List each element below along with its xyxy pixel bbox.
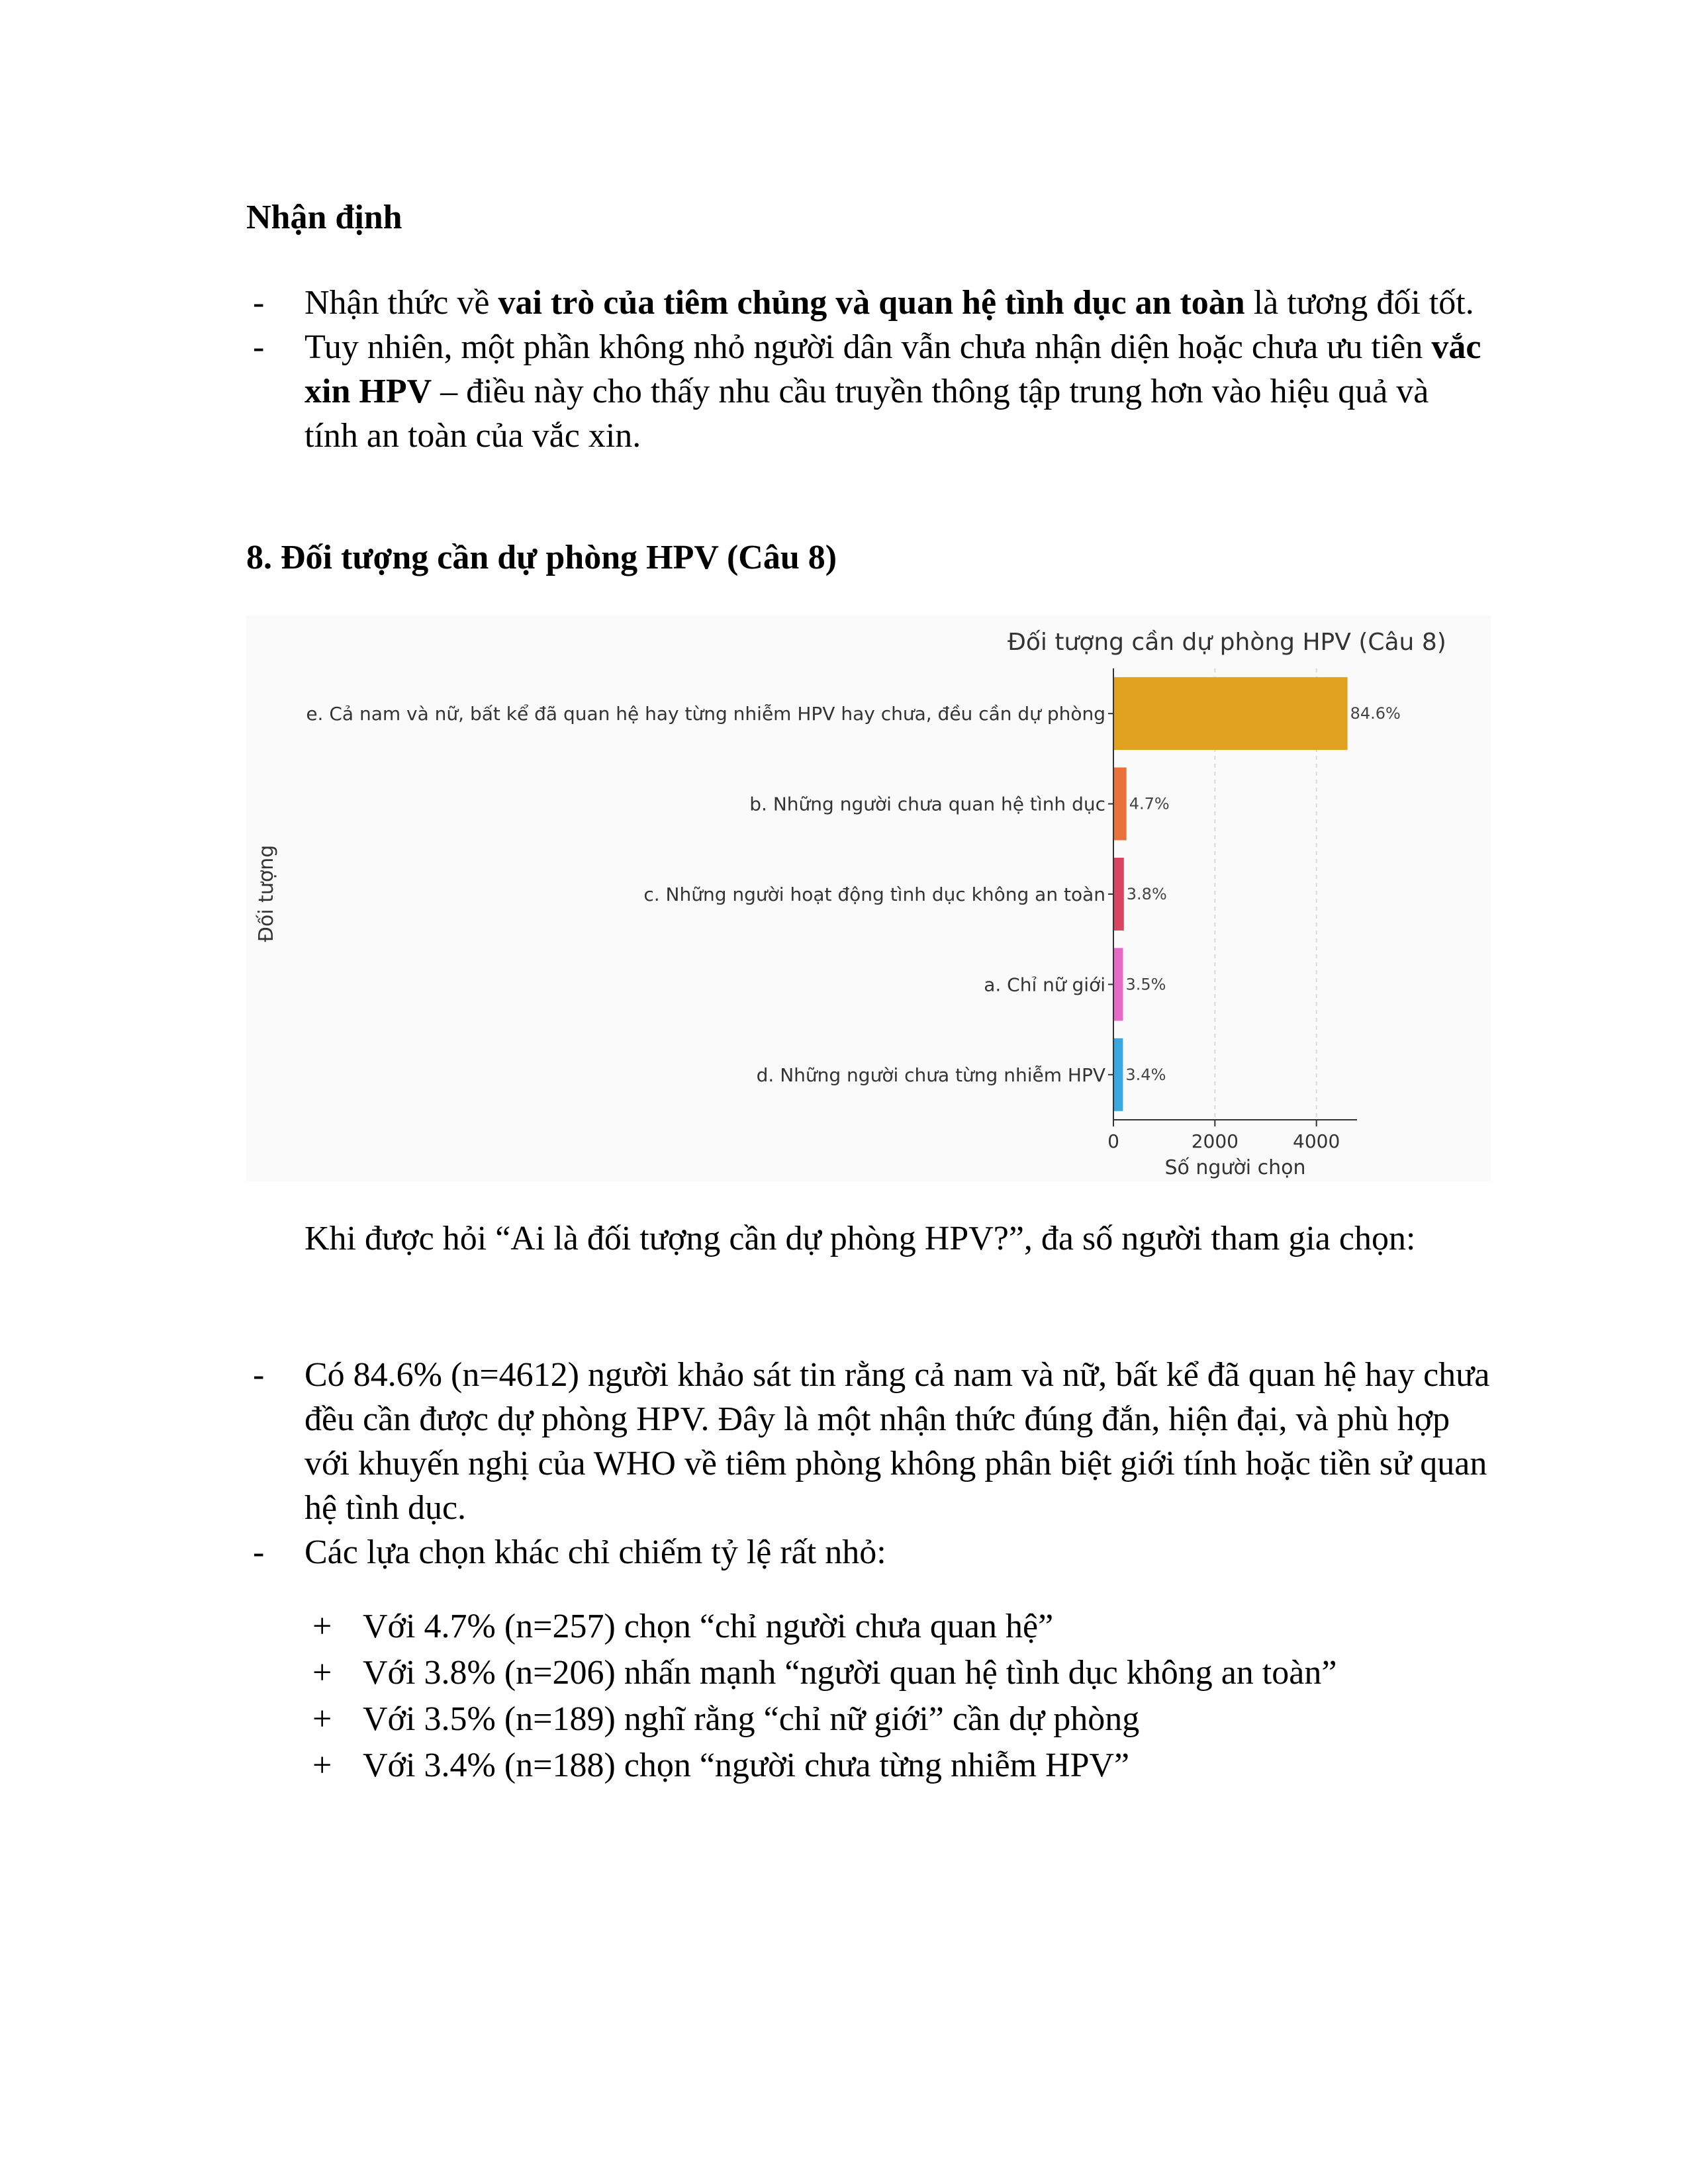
bar	[1113, 858, 1124, 931]
category-label: e. Cả nam và nữ, bất kể đã quan hệ hay từng nhiễm HPV hay chưa, đều cần dự phòng	[306, 703, 1105, 725]
bullet-marker: +	[312, 1654, 332, 1692]
bullet-text: – điều này cho thấy nhu cầu truyền thông tập trung hơn vào hiệu quả và tính an toàn của vắc xin.	[305, 373, 1429, 455]
bullet-marker: +	[312, 1608, 332, 1645]
list-item	[305, 1604, 1549, 1650]
list-item	[246, 281, 1491, 325]
chart-figure	[246, 615, 1491, 1181]
category-label: a. Chỉ nữ giới	[984, 974, 1105, 996]
bar	[1113, 677, 1348, 750]
bar	[1113, 948, 1123, 1021]
category-label: c. Những người hoạt động tình dục không an toàn	[643, 884, 1105, 905]
bullet-text: Tuy nhiên, một phần không nhỏ người dân vẫn chưa nhận diện hoặc chưa ưu tiên	[305, 328, 1432, 366]
data-label: 4.7%	[1129, 794, 1170, 813]
bar	[1113, 1038, 1123, 1111]
bullet-text: Với 4.7% (n=257) chọn “chỉ người chưa quan hệ”	[363, 1608, 1054, 1645]
data-label: 3.8%	[1126, 885, 1167, 903]
bullet-marker: +	[312, 1700, 332, 1738]
bar	[1113, 768, 1127, 841]
intro-paragraph: Khi được hỏi “Ai là đối tượng cần dự phòng HPV?”, đa số người tham gia chọn:	[305, 1220, 1416, 1257]
bullet-marker: -	[253, 1533, 265, 1571]
bar-chart	[246, 615, 1491, 1181]
other-choices-list	[305, 1604, 1549, 1789]
bullet-text: Với 3.8% (n=206) nhấn mạnh “người quan hệ tình dục không an toàn”	[363, 1654, 1337, 1692]
bullet-marker: -	[253, 328, 265, 366]
bullet-text: là tương đối tốt.	[1244, 284, 1474, 322]
bullet-text: Với 3.5% (n=189) nghĩ rằng “chỉ nữ giới” cần dự phòng	[363, 1700, 1140, 1738]
bullet-text: Với 3.4% (n=188) chọn “người chưa từng nhiễm HPV”	[363, 1747, 1130, 1784]
data-label: 3.5%	[1125, 975, 1166, 994]
section-title: 8. Đối tượng cần dự phòng HPV (Câu 8)	[246, 539, 837, 576]
x-axis-label: Số người chọn	[1164, 1156, 1306, 1179]
list-item	[305, 1650, 1549, 1696]
heading-nhan-dinh: Nhận định	[246, 199, 402, 236]
bullet-marker: -	[253, 1356, 265, 1394]
bullet-text: Các lựa chọn khác chỉ chiếm tỷ lệ rất nhỏ:	[305, 1533, 886, 1571]
bullet-bold-text: vai trò của tiêm chủng và quan hệ tình dục an toàn	[498, 284, 1245, 322]
list-item	[305, 1743, 1549, 1789]
bullet-bold-text: vắc xin HPV	[305, 328, 1481, 410]
bullet-marker: -	[253, 284, 265, 322]
list-item	[246, 325, 1491, 458]
list-item	[246, 1530, 1491, 1574]
chart-title: Đối tượng cần dự phòng HPV (Câu 8)	[1008, 629, 1446, 656]
x-tick-label: 4000	[1293, 1130, 1340, 1152]
bullet-text: Nhận thức về	[305, 284, 498, 322]
list-item	[305, 1696, 1549, 1743]
category-label: b. Những người chưa quan hệ tình dục	[749, 793, 1105, 815]
data-label: 84.6%	[1350, 704, 1401, 723]
y-axis-label: Đối tượng	[255, 844, 278, 942]
bullet-marker: +	[312, 1747, 332, 1784]
x-tick-label: 0	[1107, 1130, 1119, 1152]
findings-list	[246, 1353, 1491, 1574]
data-label: 3.4%	[1125, 1065, 1166, 1084]
x-tick-label: 2000	[1191, 1130, 1239, 1152]
list-item	[246, 1353, 1491, 1530]
category-label: d. Những người chưa từng nhiễm HPV	[756, 1064, 1105, 1086]
assessment-list	[246, 281, 1491, 458]
bullet-text: Có 84.6% (n=4612) người khảo sát tin rằng cả nam và nữ, bất kể đã quan hệ hay chưa đều cần được dự phòng HPV. Đây là một nhận thức đúng đắn, hiện đại, và phù hợp với khuyến nghị của WHO về tiêm phòng không phân biệt giới tính hoặc tiền sử quan hệ tình dục.	[305, 1356, 1490, 1527]
